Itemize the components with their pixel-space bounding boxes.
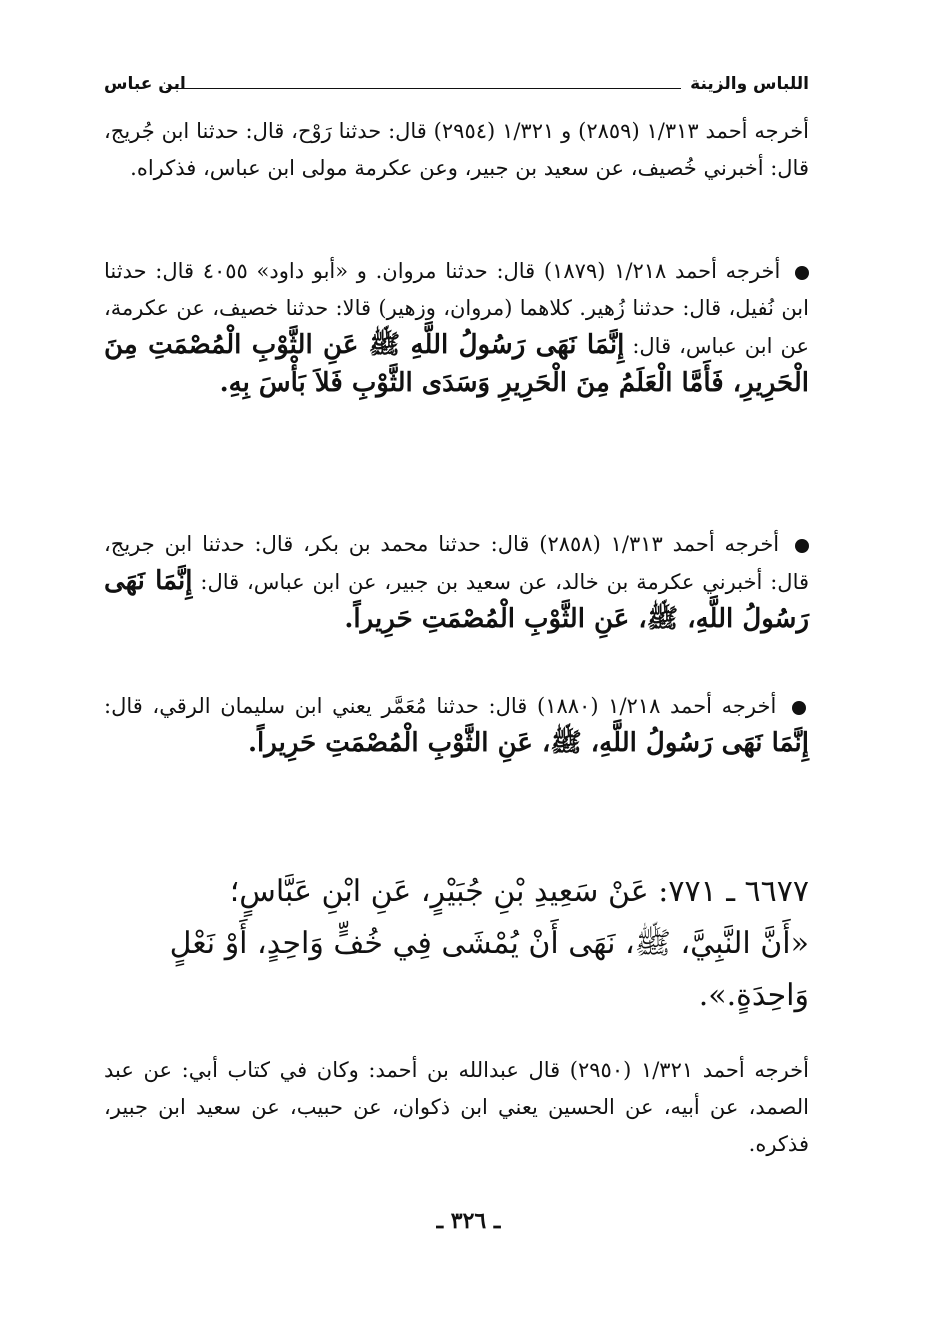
takhrij-paragraph-4	[104, 688, 809, 763]
hadith-line-1: ٦٦٧٧ ـ ٧٧١: عَنْ سَعِيدِ بْنِ جُبَيْرٍ، عَنِ ابْنِ عَبَّاسٍ؛	[229, 874, 809, 909]
bullet-icon	[795, 539, 809, 553]
hadith-text	[104, 866, 809, 1022]
takhrij-paragraph-3	[104, 526, 809, 639]
paragraph-lead: أخرجه أحمد ١/٢١٨ (١٨٨٠) قال: حدثنا مُعَمَّر يعني ابن سليمان الرقي، قال:	[104, 694, 777, 718]
hadith-quote: إِنَّمَا نَهَى رَسُولُ اللَّهِ ﷺ عَنِ الثَّوْبِ الْمُصْمَتِ مِنَ الْحَرِيرِ، فَأَمَّا الْعَلَمُ مِنَ الْحَرِيرِ وَسَدَى الثَّوْبِ فَلاَ بَأْسَ بِهِ.	[104, 330, 809, 398]
page-number: ـ ٣٢٦ ـ	[436, 1208, 501, 1234]
hadith-quote: إِنَّمَا نَهَى رَسُولُ اللَّهِ، ﷺ، عَنِ الثَّوْبِ الْمُصْمَتِ حَرِيراً.	[104, 566, 809, 634]
takhrij-paragraph-2	[104, 253, 809, 403]
paragraph-text: أخرجه أحمد ١/٣١٣ (٢٨٥٩) و ١/٣٢١ (٢٩٥٤) قال: حدثنا رَوْح، قال: حدثنا ابن جُريج، قال: أخبرني خُصيف، عن سعيد بن جبير، وعن عكرمة مولى ابن عباس، فذكراه.	[104, 119, 810, 180]
paragraph-text	[104, 253, 809, 403]
header-book-section: اللباس والزينة	[690, 74, 809, 94]
header-narrator: ابن عباس	[104, 74, 186, 94]
paragraph-text	[104, 526, 809, 639]
paragraph-text	[104, 688, 809, 763]
hadith-line-2: «أَنَّ النَّبِيَّ، ﷺ، نَهَى أَنْ يُمْشَى فِي خُفٍّ وَاحِدٍ، أَوْ نَعْلٍ وَاحِدَةٍ.».	[169, 926, 809, 1013]
paragraph-lead: أخرجه أحمد ١/٣١٣ (٢٨٥٨) قال: حدثنا محمد بن بكر، قال: حدثنا ابن جريج، قال: أخبرني عكرمة بن خالد، عن سعيد بن جبير، عن ابن عباس، قال:	[104, 532, 809, 594]
takhrij-paragraph-1	[104, 113, 809, 187]
bullet-icon	[792, 701, 806, 715]
bullet-icon	[795, 266, 809, 280]
header-rule	[166, 88, 681, 89]
running-header	[104, 74, 809, 104]
takhrij-paragraph-5	[104, 1052, 809, 1163]
hadith-quote: إِنَّمَا نَهَى رَسُولُ اللَّهِ، ﷺ، عَنِ الثَّوْبِ الْمُصْمَتِ حَرِيراً.	[247, 728, 809, 758]
paragraph-lead: أخرجه أحمد ١/٢١٨ (١٨٧٩) قال: حدثنا مروان. و «أبو داود» ٤٠٥٥ قال: حدثنا ابن نُفيل، قال: حدثنا زُهير. كلاهما (مروان، وزهير) قالا: حدثنا خصيف، عن عكرمة، عن ابن عباس، قال:	[104, 259, 809, 358]
paragraph-text: أخرجه أحمد ١/٣٢١ (٢٩٥٠) قال عبدالله بن أحمد: وكان في كتاب أبي: عن عبد الصمد، عن أبيه، عن الحسين يعني ابن ذكوان، عن حبيب، عن سعيد ابن جبير، فذكره.	[104, 1058, 810, 1156]
